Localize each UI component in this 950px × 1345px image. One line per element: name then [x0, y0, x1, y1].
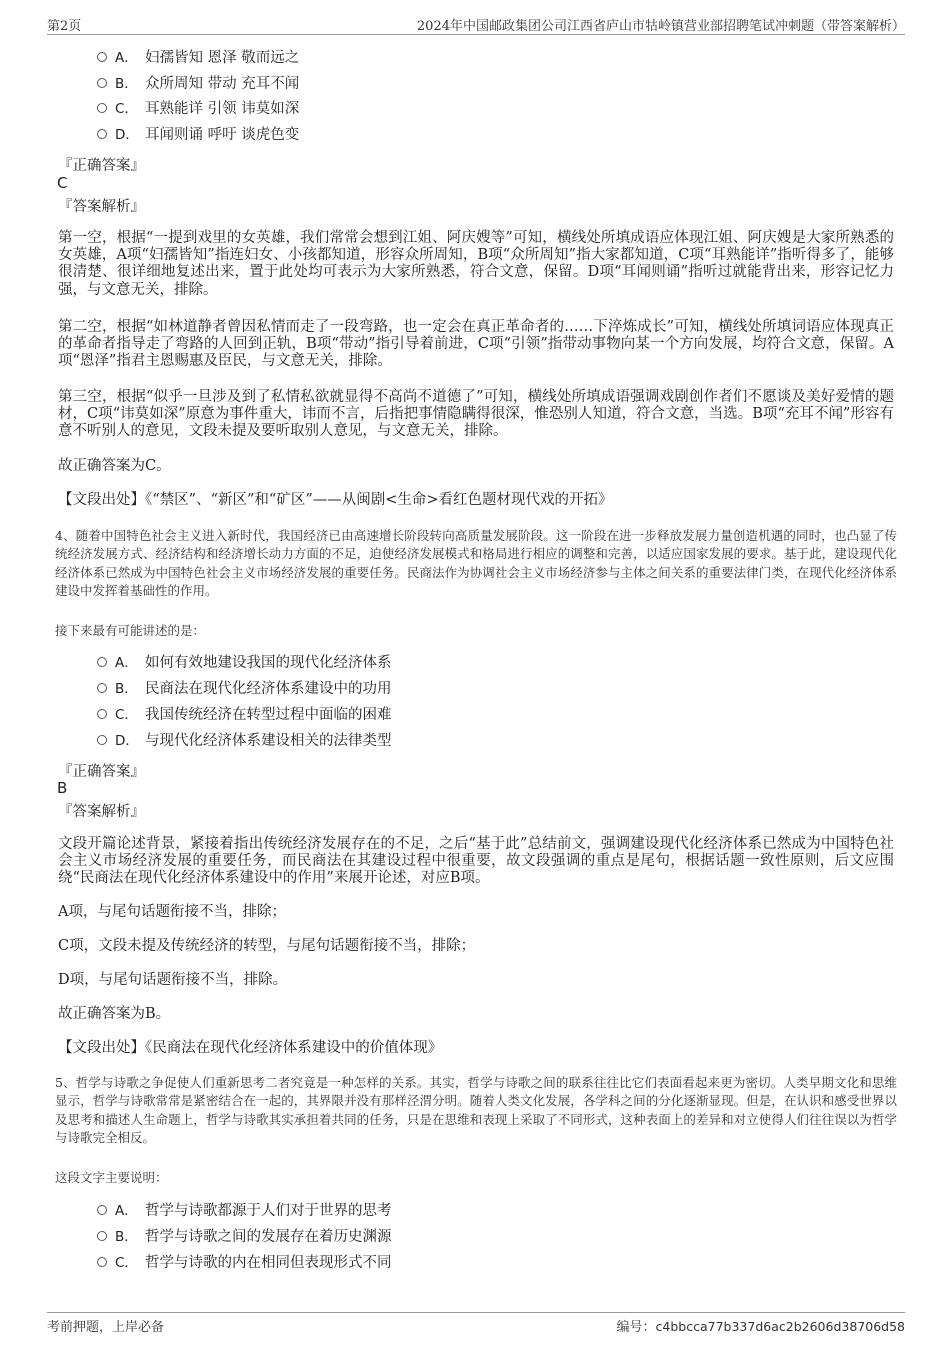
- q3-answer-label: 『正确答案』: [58, 158, 145, 174]
- radio-icon[interactable]: [97, 1257, 107, 1267]
- radio-icon[interactable]: [97, 129, 107, 139]
- q4-analysis-paragraph: D项，与尾句话题衔接不当，排除。: [58, 972, 288, 988]
- q3-analysis-paragraph: 第三空，根据“似乎一旦涉及到了私情私欲就显得不高尚不道德了”可知，横线处所填成语强调戏剧创作者们不愿谈及美好爱情的题材，C项“讳莫如深”原意为事件重大，讳而不言，后指把事情隐瞒得很深，惟恐别人知道，符合文意，当选。B项“充耳不闻”形容有意不听别人的意见，文段未提及要听取别人意见，与文意无关，排除。: [58, 389, 894, 440]
- page-header: [47, 14, 905, 35]
- q3-option-a[interactable]: A． 妇孺皆知 恩泽 敬而远之: [97, 47, 299, 69]
- q4-option-a[interactable]: A． 如何有效地建设我国的现代化经济体系: [97, 652, 392, 674]
- q5-option-b[interactable]: B． 哲学与诗歌之间的发展存在着历史渊源: [97, 1226, 392, 1248]
- q5-question: 这段文字主要说明：: [55, 1170, 168, 1185]
- radio-icon[interactable]: [97, 683, 107, 693]
- q3-option-d[interactable]: D． 耳闻则诵 呼吁 谈虎色变: [97, 124, 299, 146]
- q4-stem: 4、随着中国特色社会主义进入新时代，我国经济已由高速增长阶段转向高质量发展阶段。这一阶段在进一步释放发展力量创造机遇的同时，也凸显了传统经济发展方式、经济结构和经济增长动力方面的不足，迫使经济发展模式和格局进行相应的调整和完善，以适应国家发展的要求。基于此，建设现代化经济体系已然成为中国特色社会主义市场经济发展的重要任务。民商法作为协调社会主义市场经济参与主体之间关系的重要法律门类，在现代化经济体系建设中发挥着基础性的作用。: [55, 528, 897, 599]
- q4-analysis-paragraph: C项，文段未提及传统经济的转型，与尾句话题衔接不当，排除；: [58, 938, 476, 954]
- q3-analysis-paragraph: 第二空，根据“如林道静者曾因私情而走了一段弯路，也一定会在真正革命者的……下淬炼成长”可知，横线处所填词语应体现真正的革命者指导走了弯路的人回到正轨，B项“带动”指引导着前进，C项“引领”指带动事物向某一个方向发展，均符合文意，保留。A项“恩泽”指君主恩赐惠及臣民，与文意无关，排除。: [58, 319, 894, 370]
- q5-stem: 5、哲学与诗歌之争促使人们重新思考二者究竟是一种怎样的关系。其实，哲学与诗歌之间的联系往往比它们表面看起来更为密切。人类早期文化和思维显示，哲学与诗歌常常是紧密结合在一起的，其界限并没有那样泾渭分明。随着人类文化发展，各学科之间的分化逐渐显现。但是，在认识和感受世界以及思考和描述人生命题上，哲学与诗歌其实承担着共同的任务，只是在思维和表现上采取了不同形式，这种表面上的差异和对立使得人们往往误以为哲学与诗歌完全相反。: [55, 1075, 897, 1146]
- radio-icon[interactable]: [97, 1205, 107, 1215]
- radio-icon[interactable]: [97, 1231, 107, 1241]
- page-number: 第2页: [47, 19, 82, 34]
- q4-option-b[interactable]: B． 民商法在现代化经济体系建设中的功用: [97, 678, 392, 700]
- q4-answer-label: 『正确答案』: [58, 764, 145, 780]
- radio-icon[interactable]: [97, 52, 107, 62]
- q5-option-c[interactable]: C． 哲学与诗歌的内在相同但表现形式不同: [97, 1252, 392, 1274]
- page-footer: [47, 1312, 905, 1335]
- q4-question: 接下来最有可能讲述的是：: [55, 623, 206, 638]
- q3-option-c[interactable]: C． 耳熟能详 引领 讳莫如深: [97, 98, 299, 120]
- q3-option-b[interactable]: B． 众所周知 带动 充耳不闻: [97, 73, 299, 95]
- q4-answer: B: [57, 779, 68, 797]
- radio-icon[interactable]: [97, 657, 107, 667]
- q4-option-d[interactable]: D． 与现代化经济体系建设相关的法律类型: [97, 730, 392, 752]
- q4-analysis-paragraph: 文段开篇论述背景，紧接着指出传统经济发展存在的不足，之后“基于此”总结前文，强调建设现代化经济体系已然成为中国特色社会主义市场经济发展的重要任务，而民商法在其建设过程中很重要，故文段强调的重点是尾句，根据话题一致性原则，后文应围绕“民商法在现代化经济体系建设中的作用”来展开论述，对应B项。: [58, 836, 894, 887]
- radio-icon[interactable]: [97, 78, 107, 88]
- q3-answer: C: [57, 174, 68, 192]
- q5-option-a[interactable]: A． 哲学与诗歌都源于人们对于世界的思考: [97, 1200, 392, 1222]
- q4-source: 【文段出处】《民商法在现代化经济体系建设中的价值体现》: [58, 1040, 443, 1056]
- q4-option-c[interactable]: C． 我国传统经济在转型过程中面临的困难: [97, 704, 392, 726]
- radio-icon[interactable]: [97, 735, 107, 745]
- q4-analysis-paragraph: A项，与尾句话题衔接不当，排除；: [58, 904, 286, 920]
- footer-code: 编号：c4bbcca77b337d6ac2b2606d38706d58: [616, 1319, 905, 1335]
- q3-source: 【文段出处】《“禁区”、“新区”和“矿区”——从闽剧<生命>看红色题材现代戏的开拓》: [58, 492, 613, 508]
- radio-icon[interactable]: [97, 709, 107, 719]
- footer-slogan: 考前押题，上岸必备: [47, 1320, 165, 1335]
- document-title: 2024年中国邮政集团公司江西省庐山市牯岭镇营业部招聘笔试冲刺题（带答案解析）: [416, 19, 905, 34]
- q3-analysis-label: 『答案解析』: [58, 199, 145, 215]
- q3-conclusion: 故正确答案为C。: [58, 458, 171, 474]
- q4-analysis-label: 『答案解析』: [58, 804, 145, 820]
- q4-conclusion: 故正确答案为B。: [58, 1006, 171, 1022]
- q3-analysis-paragraph: 第一空，根据“一提到戏里的女英雄，我们常常会想到江姐、阿庆嫂等”可知，横线处所填成语应体现江姐、阿庆嫂是大家所熟悉的女英雄，A项“妇孺皆知”指连妇女、小孩都知道，形容众所周知，B项“众所周知”指大家都知道，C项“耳熟能详”指听得多了，能够很清楚、很详细地复述出来，置于此处均可表示为大家所熟悉，符合文意，保留。D项“耳闻则诵”指听过就能背出来，形容记忆力强，与文意无关，排除。: [58, 230, 894, 298]
- radio-icon[interactable]: [97, 103, 107, 113]
